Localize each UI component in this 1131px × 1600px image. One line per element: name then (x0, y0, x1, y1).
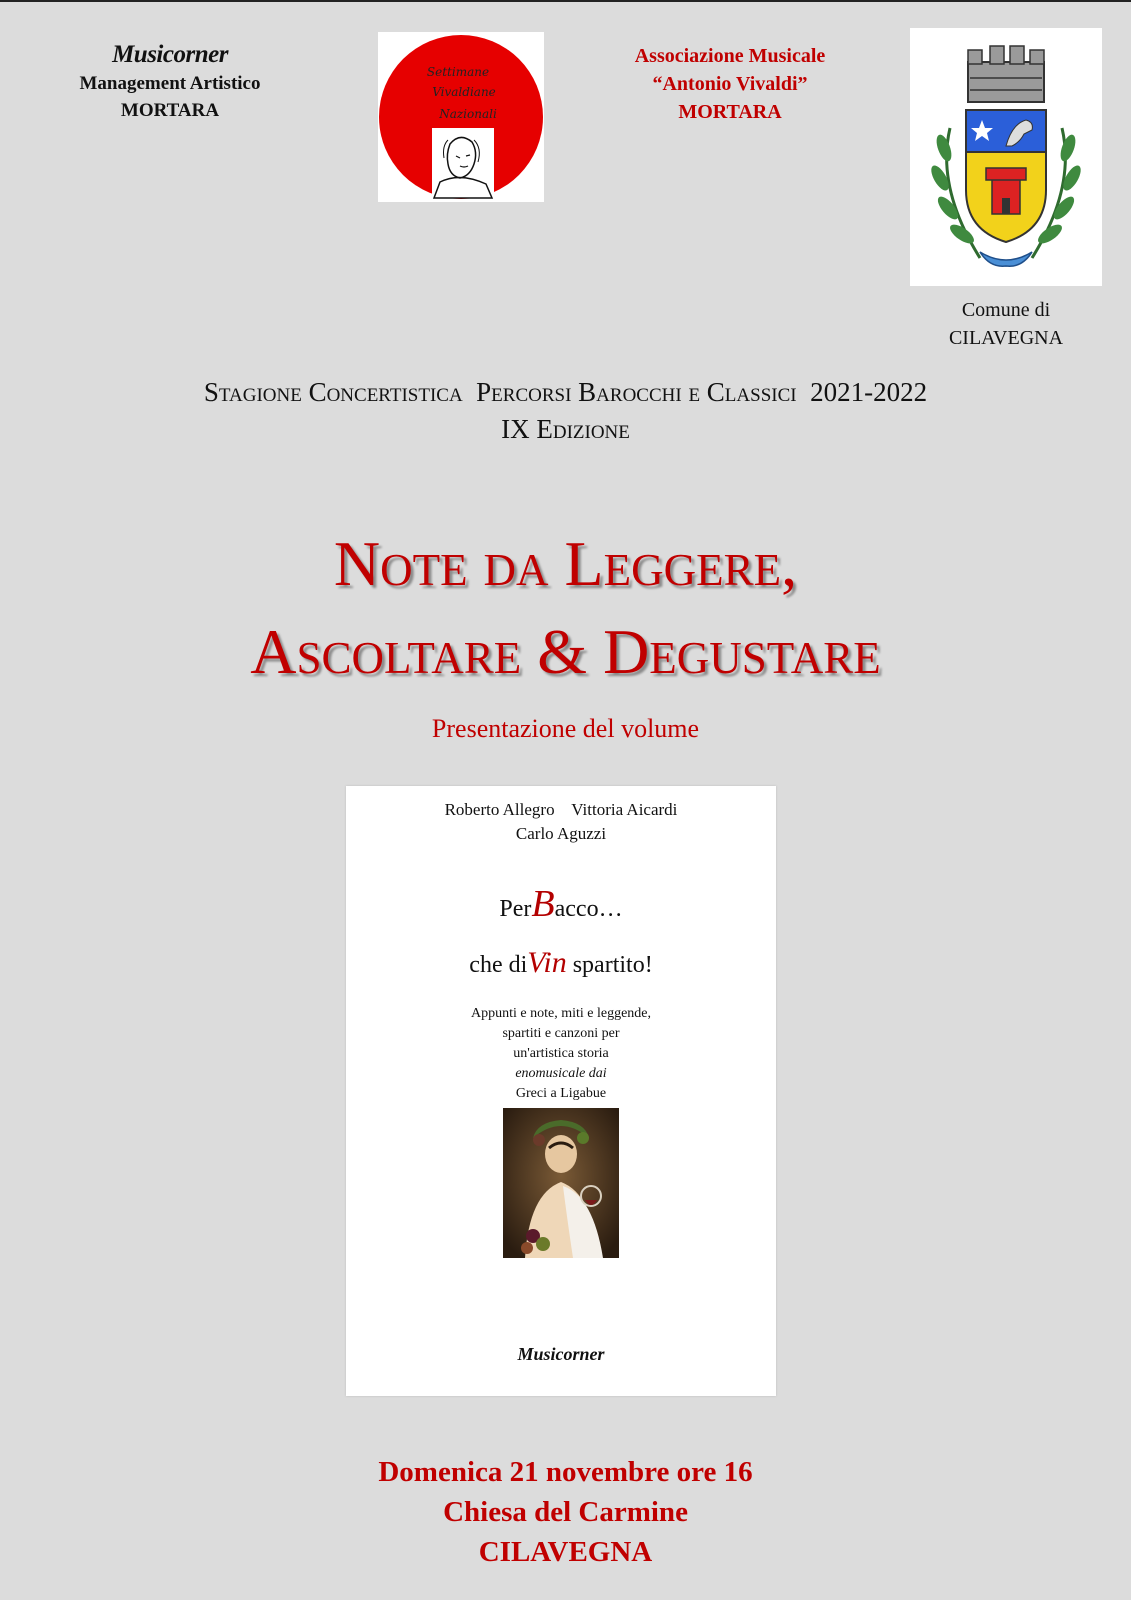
comune-label (900, 296, 1112, 352)
main-title-line-2: Ascoltare & Degustare (250, 616, 881, 687)
vivaldi-association-header (600, 42, 860, 126)
blurb-line: un'artistica storia (513, 1046, 609, 1061)
title1-big-letter: B (531, 883, 555, 925)
bacchus-painting-image (503, 1108, 619, 1258)
mortara-line: MORTARA (120, 100, 220, 121)
logo-word-1: Settimane (426, 65, 490, 79)
main-title-line-1: Note da Leggere, (333, 528, 798, 599)
blurb-line: Greci a Ligabue (515, 1086, 607, 1101)
authors-line-2: Carlo Aguzzi (515, 824, 607, 843)
authors-line-1: Roberto Allegro Vittoria Aicardi (444, 800, 678, 819)
book-publisher: Musicorner (517, 1344, 605, 1364)
shield-icon (966, 110, 1046, 242)
association-city: MORTARA (678, 101, 782, 123)
association-line: Associazione Musicale (634, 45, 826, 67)
blurb-line: enomusicale dai (515, 1066, 607, 1081)
title2-vin: Vin (527, 946, 567, 979)
crown-icon (968, 46, 1044, 102)
management-line: Management Artistico (79, 73, 261, 94)
event-date: Domenica 21 novembre ore 16 (378, 1456, 753, 1488)
musicorner-header (50, 40, 290, 124)
settimane-vivaldiane-logo (378, 32, 544, 202)
title1-pre: Per (499, 896, 532, 922)
logo-word-3: Nazionali (439, 107, 497, 121)
blurb-line: spartiti e canzoni per (502, 1026, 620, 1041)
title1-post: acco… (554, 896, 623, 922)
book-title-line-1 (346, 882, 776, 926)
event-city: CILAVEGNA (478, 1536, 653, 1568)
edition-label: IX Edizione (501, 414, 630, 444)
season-heading (40, 374, 1091, 448)
composer-portrait-icon (432, 128, 494, 198)
book-title-line-2 (346, 946, 776, 980)
top-border (0, 0, 1131, 2)
season-title: Stagione Concertistica Percorsi Barocchi e Classici 2021-2022 (203, 377, 928, 407)
title2-post: spartito! (566, 952, 653, 978)
presentation-subtitle: Presentazione del volume (431, 714, 700, 743)
comune-name: CILAVEGNA (948, 327, 1064, 349)
musicorner-brand: Musicorner (112, 41, 228, 68)
blurb-line: Appunti e note, miti e leggende, (470, 1006, 651, 1021)
coat-of-arms-image (910, 28, 1102, 286)
book-authors (346, 798, 776, 846)
book-cover (346, 786, 776, 1396)
comune-line: Comune di (961, 299, 1051, 321)
event-details (40, 1452, 1091, 1572)
logo-word-2: Vivaldiane (432, 85, 496, 99)
title2-pre: che di (469, 952, 528, 978)
event-venue: Chiesa del Carmine (443, 1496, 688, 1528)
book-blurb (346, 1004, 776, 1104)
association-name: “Antonio Vivaldi” (652, 73, 808, 95)
main-title (40, 520, 1091, 696)
